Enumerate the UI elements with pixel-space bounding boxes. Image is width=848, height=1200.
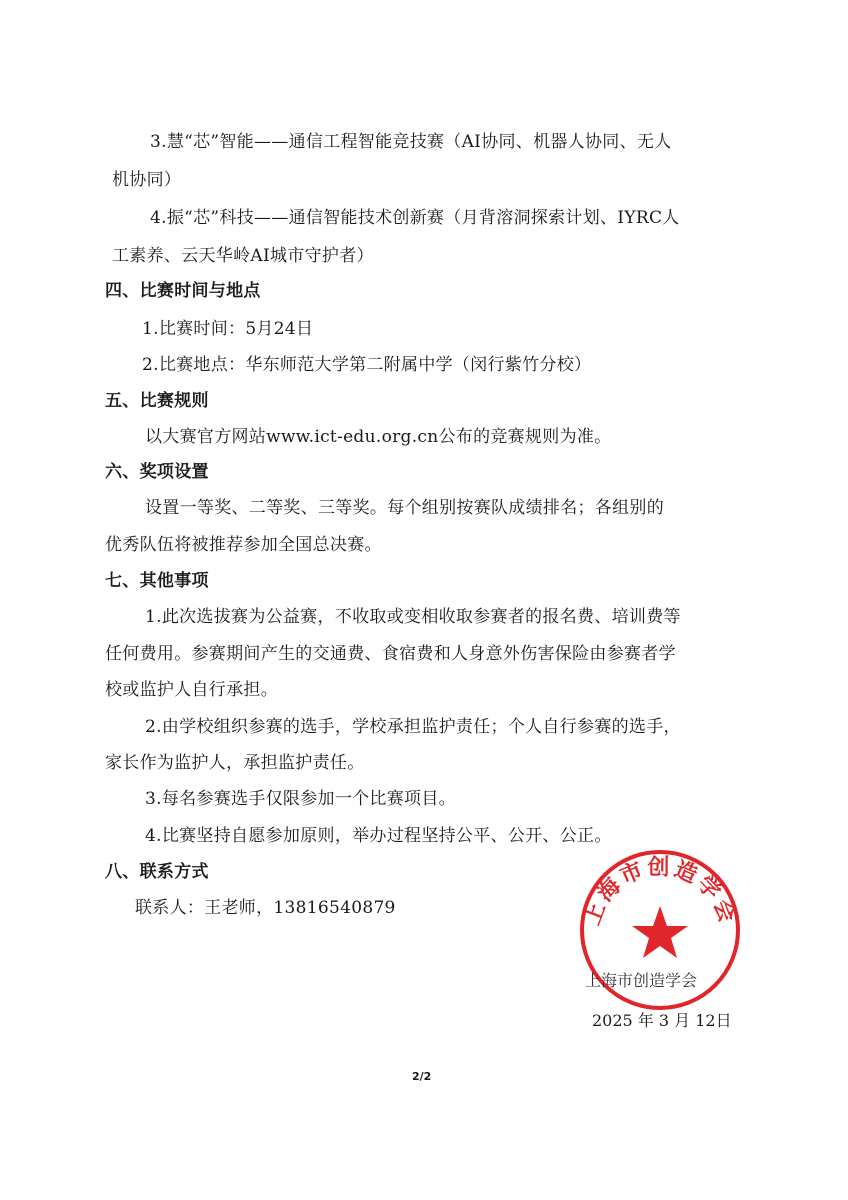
paragraph-line: 4.振“芯”科技——通信智能技术创新赛（月背溶洞探索计划、IYRC人 [150,208,680,228]
signature-date: 2025 年 3 月 12日 [592,1011,732,1030]
seal-text: 上海市创造学会 [579,855,741,929]
paragraph-line: 以大赛官方网站www.ict-edu.org.cn公布的竞赛规则为准。 [145,427,612,447]
paragraph-line: 1.比赛时间：5月24日 [142,319,314,339]
section-heading: 六、奖项设置 [105,462,209,482]
paragraph-line: 任何费用。参赛期间产生的交通费、食宿费和人身意外伤害保险由参赛者学 [105,644,676,664]
paragraph-line: 工素养、云天华岭AI城市守护者） [112,246,374,266]
section-heading: 四、比赛时间与地点 [105,281,261,301]
paragraph-line: 2.由学校组织参赛的选手，学校承担监护责任；个人自行参赛的选手， [145,717,681,737]
paragraph-line: 1.此次选拔赛为公益赛，不收取或变相收取参赛者的报名费、培训费等 [145,607,681,627]
seal-star-icon [632,906,688,958]
paragraph-line: 3.每名参赛选手仅限参加一个比赛项目。 [145,789,456,809]
signature-organization: 上海市创造学会 [585,971,698,990]
paragraph-line: 2.比赛地点：华东师范大学第二附属中学（闵行紫竹分校） [142,355,592,375]
section-heading: 八、联系方式 [105,862,209,882]
paragraph-line: 机协同） [112,170,182,190]
paragraph-line: 设置一等奖、二等奖、三等奖。每个组别按赛队成绩排名；各组别的 [145,498,664,518]
section-heading: 五、比赛规则 [105,391,209,411]
paragraph-line: 4.比赛坚持自愿参加原则，举办过程坚持公平、公开、公正。 [145,826,612,846]
paragraph-line: 联系人：王老师，13816540879 [135,898,396,918]
paragraph-line: 优秀队伍将被推荐参加全国总决赛。 [105,535,382,555]
section-heading: 七、其他事项 [105,571,209,591]
paragraph-line: 3.慧“芯”智能——通信工程智能竞技赛（AI协同、机器人协同、无人 [150,132,672,152]
paragraph-line: 家长作为监护人，承担监护责任。 [105,753,365,773]
paragraph-line: 校或监护人自行承担。 [105,680,278,700]
page-number: 2/2 [412,1070,432,1083]
